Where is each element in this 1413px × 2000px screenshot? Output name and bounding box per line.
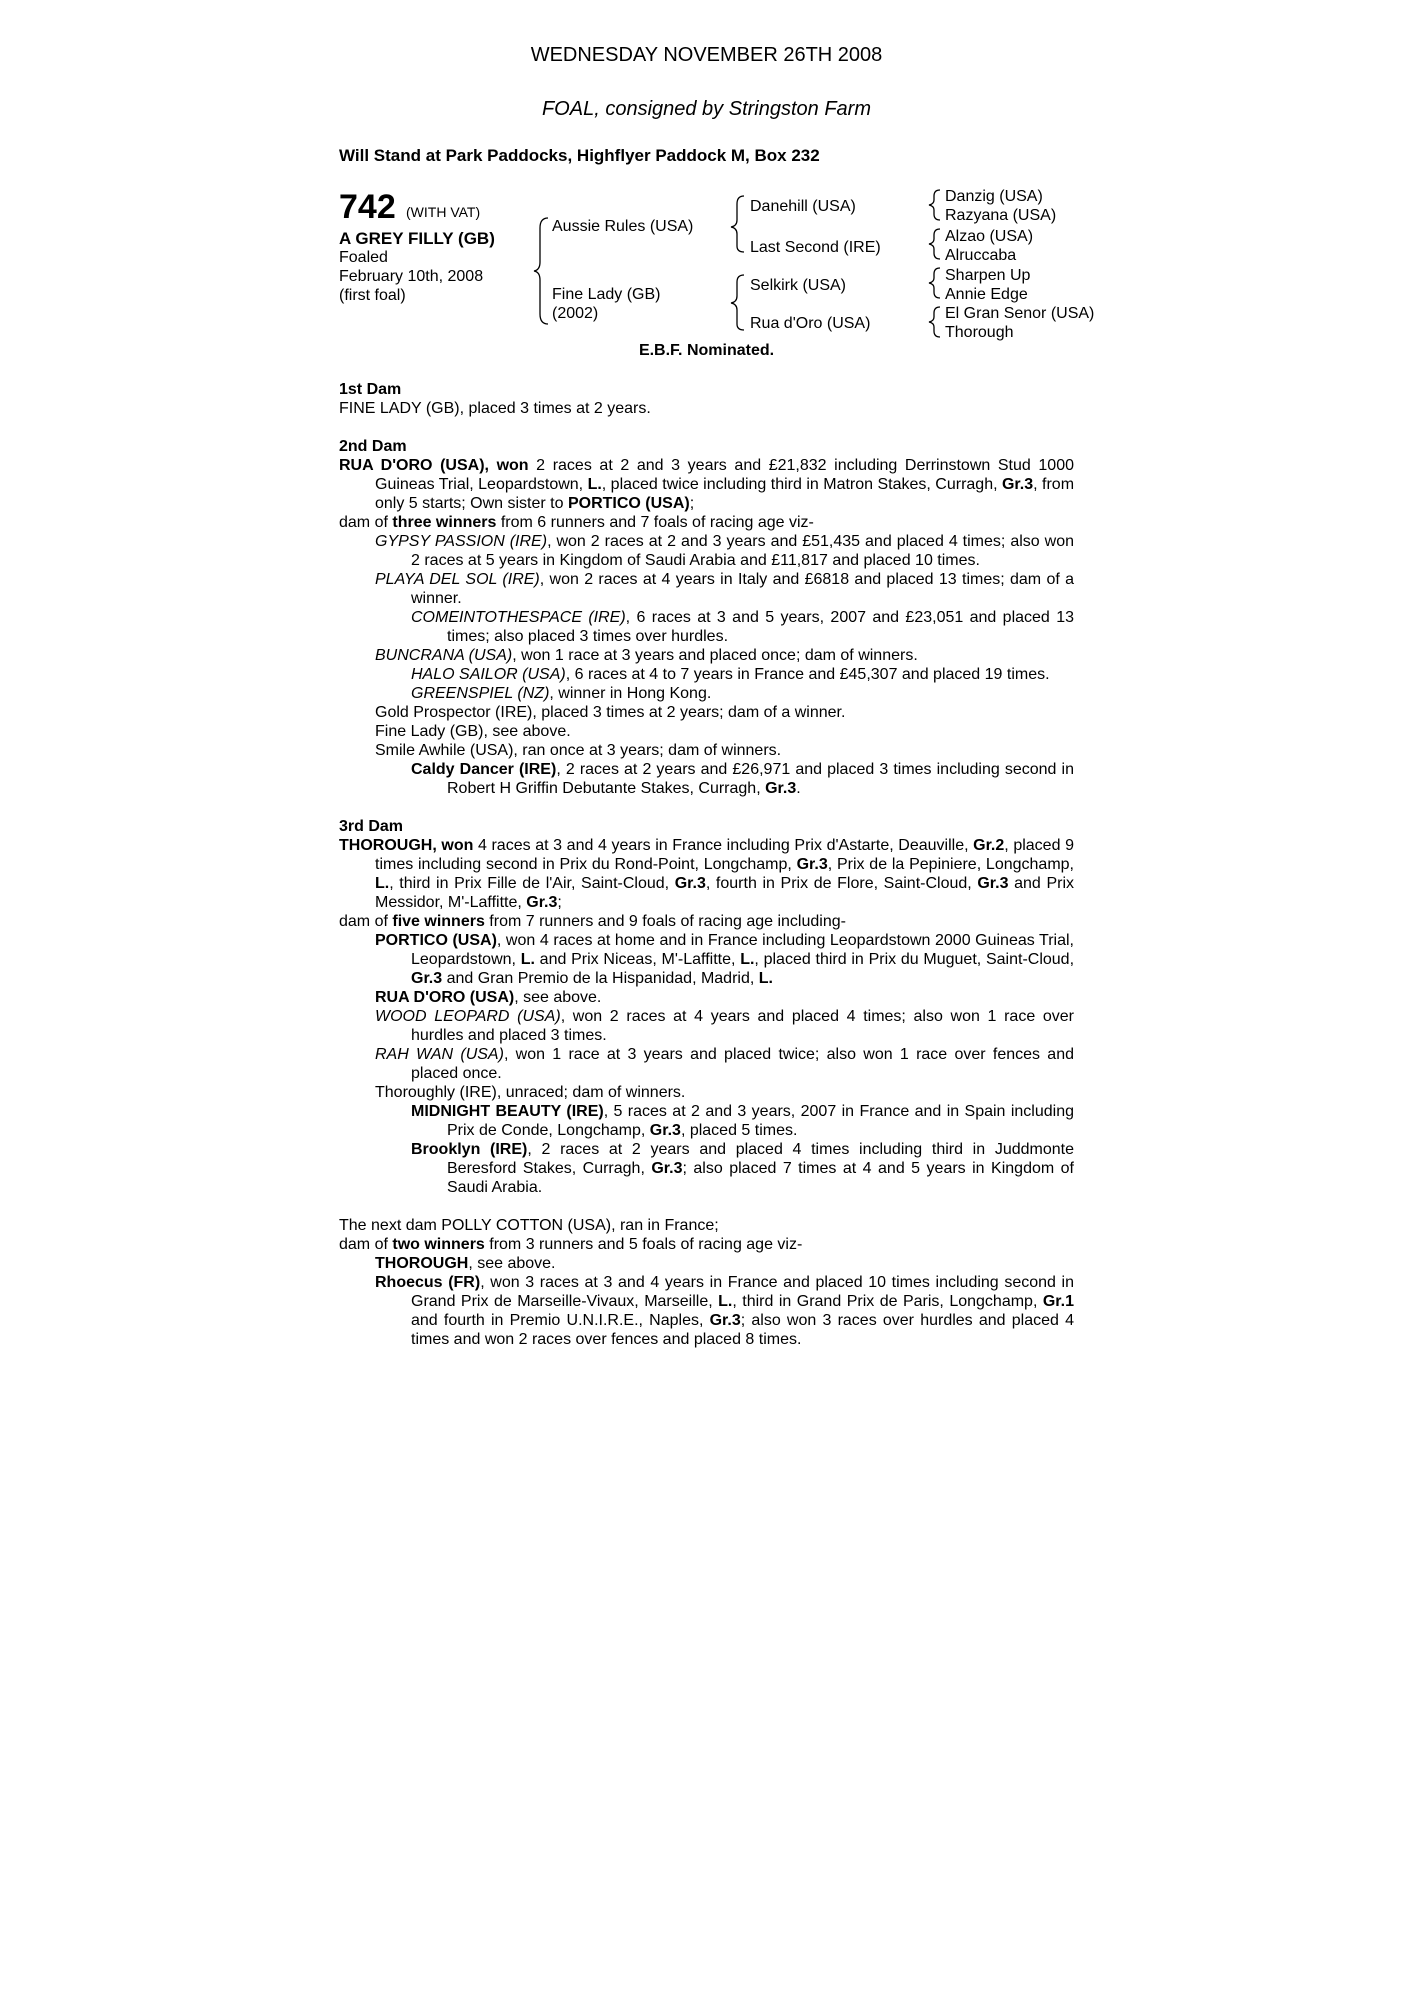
- race-text: , from only 5 starts; Own sister to: [375, 476, 1075, 512]
- produce-entry: [339, 608, 1074, 646]
- pedigree-g3-2: Razyana (USA): [945, 207, 1057, 224]
- race-text: 2 races at 2 and 3 years and £21,832 including Derrinstown Stud 1000 Guineas Trial, Leopardstown,: [375, 457, 1075, 493]
- first-foal-note: (first foal): [339, 287, 406, 304]
- second-dam-produce-summary: [339, 513, 1074, 532]
- race-text: , 6 races at 4 to 7 years in France and £45,307 and placed 19 times.: [565, 666, 1050, 683]
- listed-label: L.: [758, 970, 773, 987]
- horse-name: PLAYA DEL SOL (IRE): [375, 571, 540, 588]
- winners-count: two winners: [392, 1236, 485, 1253]
- winners-count: five winners: [392, 913, 485, 930]
- produce-entry: [339, 1140, 1074, 1197]
- race-text: , winner in Hong Kong.: [549, 685, 712, 702]
- produce-entry: [339, 1273, 1074, 1349]
- horse-name: HALO SAILOR (USA): [411, 666, 566, 683]
- horse-name: Brooklyn (IRE): [411, 1141, 528, 1158]
- first-dam-heading: 1st Dam: [339, 381, 402, 398]
- pedigree-brackets: [0, 0, 1413, 360]
- group-label: Gr.2: [973, 837, 1005, 854]
- group-label: Gr.3: [649, 1122, 681, 1139]
- horse-name: RUA D'ORO (USA): [375, 989, 515, 1006]
- pedigree-g3-8: Thorough: [945, 324, 1014, 341]
- summary-text: from 6 runners and 7 foals of racing age viz-: [496, 514, 814, 531]
- next-dam-line: The next dam POLLY COTTON (USA), ran in France;: [339, 1217, 719, 1234]
- pedigree-g3-7: El Gran Senor (USA): [945, 305, 1095, 322]
- race-text: , placed twice including third in Matron Stakes, Curragh,: [601, 476, 1002, 493]
- produce-entry: [339, 684, 1074, 703]
- produce-entry: [339, 665, 1074, 684]
- group-label: Gr.3: [411, 970, 443, 987]
- race-text: ;: [689, 495, 695, 512]
- produce-entry: [339, 988, 1074, 1007]
- pedigree-g3-1: Danzig (USA): [945, 188, 1043, 205]
- pedigree-g3-3: Alzao (USA): [945, 228, 1034, 245]
- stabling-location: Will Stand at Park Paddocks, Highflyer Paddock M, Box 232: [339, 146, 820, 165]
- third-dam-heading: 3rd Dam: [339, 818, 404, 835]
- listed-label: L.: [718, 1293, 733, 1310]
- horse-name: BUNCRANA (USA): [375, 647, 513, 664]
- race-text: , won 1 race at 3 years and placed once; dam of winners.: [512, 647, 918, 664]
- produce-entry: Fine Lady (GB), see above.: [375, 723, 571, 740]
- race-text: and fourth in Premio U.N.I.R.E., Naples,: [411, 1312, 710, 1329]
- horse-name: MIDNIGHT BEAUTY (IRE): [411, 1103, 604, 1120]
- lot-description: A GREY FILLY (GB): [339, 229, 495, 248]
- horse-name: Rhoecus (FR): [375, 1274, 481, 1291]
- pedigree-dam-year: (2002): [552, 305, 599, 322]
- produce-entry: [339, 570, 1074, 608]
- produce-entry: [339, 760, 1074, 798]
- consignment-line: FOAL, consigned by Stringston Farm: [541, 98, 872, 120]
- horse-name: THOROUGH: [375, 1255, 469, 1272]
- race-text: , placed 5 times.: [680, 1122, 798, 1139]
- race-text: , 2 races at 2 years and placed 4 times including third in Juddmonte Beresford Stakes, Curragh,: [447, 1141, 1074, 1177]
- lot-number: 742: [339, 188, 396, 226]
- race-text: ; also placed 7 times at 4 and 5 years in Kingdom of Saudi Arabia.: [447, 1160, 1074, 1196]
- first-dam-text: FINE LADY (GB), placed 3 times at 2 years.: [339, 400, 651, 417]
- pedigree-sire-dam: Last Second (IRE): [750, 239, 881, 256]
- next-dam-produce-summary: [339, 1235, 1074, 1254]
- race-text: 4 races at 3 and 4 years in France including Prix d'Astarte, Deauville,: [473, 837, 974, 854]
- listed-label: L.: [375, 875, 390, 892]
- produce-entry: [339, 1102, 1074, 1140]
- produce-entry: Thoroughly (IRE), unraced; dam of winners.: [375, 1084, 686, 1101]
- produce-record: [339, 380, 1074, 1349]
- race-text: ;: [557, 894, 562, 911]
- group-label: Gr.3: [709, 1312, 741, 1329]
- produce-entry: [339, 1045, 1074, 1083]
- group-label: Gr.3: [526, 894, 558, 911]
- second-dam-heading: 2nd Dam: [339, 438, 407, 455]
- race-text: , Prix de la Pepiniere, Longchamp,: [827, 856, 1074, 873]
- race-text: ; also won 3 races over hurdles and placed 4 times and won 2 races over fences and placed 8 times.: [411, 1312, 1074, 1348]
- race-text: , won 2 races at 4 years and placed 4 times; also won 1 race over hurdles and placed 3 times.: [411, 1008, 1074, 1044]
- listed-label: L.: [740, 951, 755, 968]
- foaled-label: Foaled: [339, 249, 388, 266]
- race-text: , won 2 races at 4 years in Italy and £6818 and placed 13 times; dam of a winner.: [411, 571, 1074, 607]
- listed-label: L.: [520, 951, 535, 968]
- summary-text: from 7 runners and 9 foals of racing age including-: [484, 913, 846, 930]
- sale-date: WEDNESDAY NOVEMBER 26TH 2008: [530, 44, 883, 66]
- horse-name: WOOD LEOPARD (USA): [375, 1008, 561, 1025]
- race-text: and Prix Messidor, M'-Laffitte,: [375, 875, 1075, 911]
- horse-name: PORTICO (USA): [375, 932, 497, 949]
- horse-name: COMEINTOTHESPACE (IRE): [411, 609, 626, 626]
- horse-name: Caldy Dancer (IRE): [411, 761, 557, 778]
- produce-entry: [339, 1254, 1074, 1273]
- pedigree-g3-4: Alruccaba: [945, 247, 1017, 264]
- produce-entry: Gold Prospector (IRE), placed 3 times at 2 years; dam of a winner.: [375, 704, 846, 721]
- produce-entry: [339, 532, 1074, 570]
- group-label: Gr.3: [674, 875, 706, 892]
- race-text: , 2 races at 2 years and £26,971 and placed 3 times including second in Robert H Griffin Debutante Stakes, Curragh,: [447, 761, 1074, 797]
- foaling-date: February 10th, 2008: [339, 268, 484, 285]
- race-text: and Gran Premio de la Hispanidad, Madrid,: [442, 970, 759, 987]
- race-text: , won 1 race at 3 years and placed twice; also won 1 race over fences and placed once.: [411, 1046, 1074, 1082]
- pedigree-dam-dam: Rua d'Oro (USA): [750, 315, 871, 332]
- race-text: and Prix Niceas, M'-Laffitte,: [534, 951, 741, 968]
- produce-entry: Smile Awhile (USA), ran once at 3 years; dam of winners.: [375, 742, 782, 759]
- produce-entry: [339, 646, 1074, 665]
- pedigree-g3-5: Sharpen Up: [945, 267, 1031, 284]
- group-label: Gr.3: [796, 856, 828, 873]
- group-label: Gr.3: [651, 1160, 683, 1177]
- third-dam-entry: [339, 836, 1074, 912]
- group-label: Gr.3: [977, 875, 1009, 892]
- pedigree-dam: Fine Lady (GB): [552, 286, 661, 303]
- group-label: Gr.3: [765, 780, 797, 797]
- race-text: , won 3 races at 3 and 4 years in France and placed 10 times including second in Grand Prix de Marseille-Vivaux, Marseille,: [411, 1274, 1075, 1310]
- vat-note: (WITH VAT): [406, 204, 481, 220]
- won-label: , won: [432, 837, 474, 854]
- horse-name: RUA D'ORO (USA): [339, 457, 485, 474]
- winners-count: three winners: [392, 514, 497, 531]
- race-text: , fourth in Prix de Flore, Saint-Cloud,: [705, 875, 978, 892]
- horse-name: GYPSY PASSION (IRE): [375, 533, 548, 550]
- race-text: , see above.: [468, 1255, 556, 1272]
- third-dam-produce-summary: [339, 912, 1074, 931]
- group-label: Gr.1: [1042, 1293, 1074, 1310]
- race-text: , won 4 races at home and in France including Leopardstown 2000 Guineas Trial, Leopardstown,: [411, 932, 1074, 968]
- won-label: , won: [484, 457, 529, 474]
- horse-name: RAH WAN (USA): [375, 1046, 504, 1063]
- summary-text: dam of: [339, 514, 393, 531]
- race-text: , won 2 races at 2 and 3 years and £51,435 and placed 4 times; also won 2 races at 5 years in Kingdom of Saudi Arabia and £11,817 and placed 10 times.: [411, 533, 1074, 569]
- race-text: , placed third in Prix du Muguet, Saint-Cloud,: [754, 951, 1075, 968]
- produce-entry: [339, 1007, 1074, 1045]
- summary-text: dam of: [339, 1236, 393, 1253]
- race-text: .: [796, 780, 801, 797]
- horse-name: THOROUGH: [339, 837, 433, 854]
- race-text: , 6 races at 3 and 5 years, 2007 and £23,051 and placed 13 times; also placed 3 times over hurdles.: [447, 609, 1074, 645]
- sister-name: PORTICO (USA): [567, 495, 690, 512]
- race-text: , third in Grand Prix de Paris, Longchamp,: [732, 1293, 1043, 1310]
- summary-text: dam of: [339, 913, 393, 930]
- race-text: , 5 races at 2 and 3 years, 2007 in France and in Spain including Prix de Conde, Longchamp,: [447, 1103, 1074, 1139]
- second-dam-entry: [339, 456, 1074, 513]
- horse-name: GREENSPIEL (NZ): [411, 685, 550, 702]
- race-text: , third in Prix Fille de l'Air, Saint-Cloud,: [389, 875, 675, 892]
- race-text: , placed 9 times including second in Prix du Rond-Point, Longchamp,: [375, 837, 1074, 873]
- summary-text: from 3 runners and 5 foals of racing age viz-: [484, 1236, 803, 1253]
- listed-label: L.: [587, 476, 602, 493]
- ebf-nomination: E.B.F. Nominated.: [638, 342, 775, 359]
- race-text: , see above.: [514, 989, 602, 1006]
- pedigree-dam-sire: Selkirk (USA): [750, 277, 847, 294]
- group-label: Gr.3: [1001, 476, 1034, 493]
- pedigree-sire: Aussie Rules (USA): [552, 218, 694, 235]
- pedigree-sire-sire: Danehill (USA): [750, 198, 856, 215]
- pedigree-g3-6: Annie Edge: [945, 286, 1028, 303]
- produce-entry: [339, 931, 1074, 988]
